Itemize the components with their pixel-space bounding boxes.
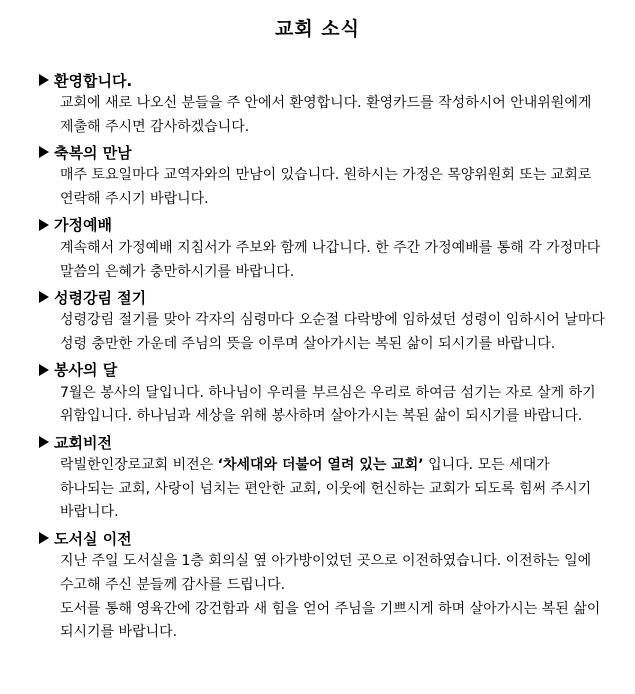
vision-slogan: ‘차세대와 더불어 열려 있는 교회’ — [217, 457, 424, 474]
section-family-worship — [0, 213, 635, 284]
section-heading-label: 가정예배 — [54, 216, 112, 235]
section-heading — [39, 285, 635, 309]
vision-text-before: 락빌한인장로교회 비전은 — [60, 457, 218, 474]
section-body — [60, 237, 605, 284]
section-paragraph — [60, 454, 605, 525]
section-body — [60, 164, 605, 211]
section-paragraph: 매주 토요일마다 교역자와의 만남이 있습니다. 원하시는 가정은 목양위원회 또는 교회로 연락해 주시기 바랍니다. — [60, 167, 592, 208]
section-heading-label: 교회비전 — [54, 433, 112, 452]
section-paragraph: 교회에 새로 나오신 분들을 주 안에서 환영합니다. 환영카드를 작성하시어 안내위원에게 제출해 주시면 감사하겠습니다. — [60, 95, 592, 135]
section-paragraph: 지난 주일 도서실을 1층 회의실 옆 아가방이었던 곳으로 이전하였습니다. 이전하는 일에 수고해 주신 분들께 감사를 드립니다. — [60, 553, 592, 593]
section-heading — [39, 358, 635, 382]
section-blessed-meeting — [0, 140, 635, 211]
section-church-vision — [0, 430, 635, 525]
section-heading — [39, 140, 635, 164]
section-heading — [39, 68, 635, 92]
section-heading — [39, 526, 635, 550]
section-heading-label: 도서실 이전 — [54, 529, 132, 548]
section-heading-label: 성령강림 절기 — [54, 288, 147, 307]
triangle-bullet-icon — [39, 436, 49, 448]
section-service-month — [0, 358, 635, 429]
section-heading — [39, 213, 635, 237]
section-body — [60, 309, 605, 356]
section-paragraph: 도서를 통해 영육간에 강건함과 새 힘을 얻어 주님을 기쁘시게 하며 살아가시는 복된 삶이 되시기를 바랍니다. — [60, 600, 601, 641]
vision-text-after: 입니다. 모든 세대가 하나되는 교회, 사랑이 넘치는 편안한 교회, 이웃에 헌신하는 교회가 되도록 힘써 주시기 바랍니다. — [60, 457, 592, 521]
section-heading-label: 봉사의 달 — [54, 361, 118, 380]
section-paragraph: 7월은 봉사의 달입니다. 하나님이 우리를 부르심은 우리로 하여금 섬기는 자로 살게 하기 위함입니다. 하나님과 세상을 위해 봉사하며 살아가시는 복된 삶이 되시기를 바랍니다. — [60, 384, 596, 425]
triangle-bullet-icon — [39, 146, 49, 158]
section-body — [60, 454, 605, 525]
page-title: 교회 소식 — [274, 18, 361, 40]
triangle-bullet-icon — [39, 219, 49, 231]
section-body — [60, 382, 605, 429]
triangle-bullet-icon — [39, 532, 49, 544]
section-paragraph: 계속해서 가정예배 지침서가 주보와 함께 나갑니다. 한 주간 가정예배를 통해 각 가정마다 말씀의 은혜가 충만하시기를 바랍니다. — [60, 239, 601, 280]
section-body — [60, 92, 605, 139]
section-pentecost — [0, 285, 635, 356]
section-heading — [39, 430, 635, 454]
section-paragraph: 성령강림 절기를 맞아 각자의 심령마다 오순절 다락방에 임하셨던 성령이 임하시어 날마다 성령 충만한 가운데 주님의 뜻을 이루며 살아가시는 복된 삶이 되시기를 바랍니다. — [60, 312, 605, 352]
triangle-bullet-icon — [39, 364, 49, 376]
section-heading-label: 환영합니다. — [54, 71, 133, 90]
section-welcome — [0, 68, 635, 139]
section-heading-label: 축복의 만남 — [54, 143, 132, 162]
section-body — [60, 550, 605, 645]
section-library-move — [0, 526, 635, 645]
triangle-bullet-icon — [39, 291, 49, 303]
triangle-bullet-icon — [39, 74, 49, 86]
